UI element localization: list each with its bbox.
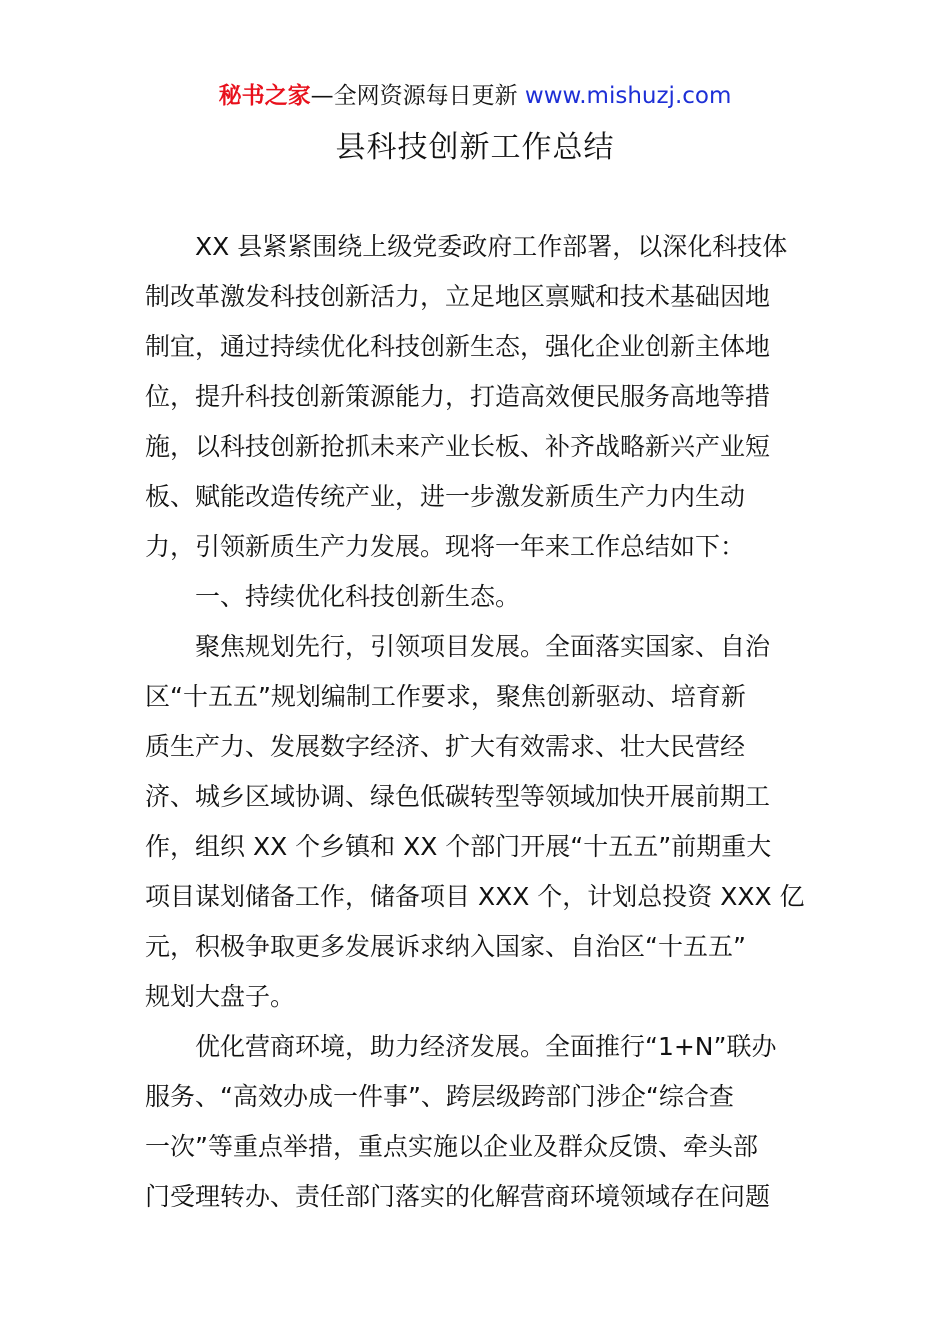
paragraph-line: 济、城乡区域协调、绿色低碳转型等领域加快开展前期工 [145, 782, 771, 811]
paragraph-line: 力，引领新质生产力发展。现将一年来工作总结如下： [145, 532, 746, 561]
paragraph-line: 质生产力、发展数字经济、扩大有效需求、壮大民营经 [145, 732, 746, 761]
site-tagline: —全网资源每日更新 [310, 83, 525, 109]
paragraph-line: XX 县紧紧围绕上级党委政府工作部署，以深化科技体 [195, 232, 788, 261]
paragraph-line: 制宜，通过持续优化科技创新生态，强化企业创新主体地 [145, 332, 771, 361]
document-title: 县科技创新工作总结 [335, 130, 615, 165]
site-brand: 秘书之家 [218, 83, 311, 109]
paragraph-line: 板、赋能改造传统产业，进一步激发新质生产力内生动 [145, 482, 746, 511]
paragraph-line: 一次”等重点举措，重点实施以企业及群众反馈、牵头部 [145, 1132, 758, 1161]
document-body [145, 222, 815, 1222]
paragraph-line: 规划大盘子。 [145, 982, 296, 1011]
paragraph-line: 区“十五五”规划编制工作要求，聚焦创新驱动、培育新 [145, 682, 746, 711]
paragraph-line: 聚焦规划先行，引领项目发展。全面落实国家、自治 [195, 632, 771, 661]
paragraph-line: 作，组织 XX 个乡镇和 XX 个部门开展“十五五”前期重大 [145, 832, 772, 861]
paragraph-line: 门受理转办、责任部门落实的化解营商环境领域存在问题 [145, 1182, 771, 1211]
paragraph-line: 优化营商环境，助力经济发展。全面推行“1+N”联办 [195, 1032, 777, 1061]
paragraph-line: 位，提升科技创新策源能力，打造高效便民服务高地等措 [145, 382, 771, 411]
site-header [0, 80, 950, 112]
section-heading: 一、持续优化科技创新生态。 [195, 582, 521, 611]
paragraph-line: 服务、“高效办成一件事”、跨层级跨部门涉企“综合查 [145, 1082, 734, 1111]
site-url-link[interactable]: www.mishuzj.com [524, 83, 732, 109]
paragraph-line: 项目谋划储备工作，储备项目 XXX 个，计划总投资 XXX 亿 [145, 882, 805, 911]
paragraph-line: 施，以科技创新抢抓未来产业长板、补齐战略新兴产业短 [145, 432, 771, 461]
paragraph-line: 制改革激发科技创新活力，立足地区禀赋和技术基础因地 [145, 282, 771, 311]
paragraph-line: 元，积极争取更多发展诉求纳入国家、自治区“十五五” [145, 932, 746, 961]
